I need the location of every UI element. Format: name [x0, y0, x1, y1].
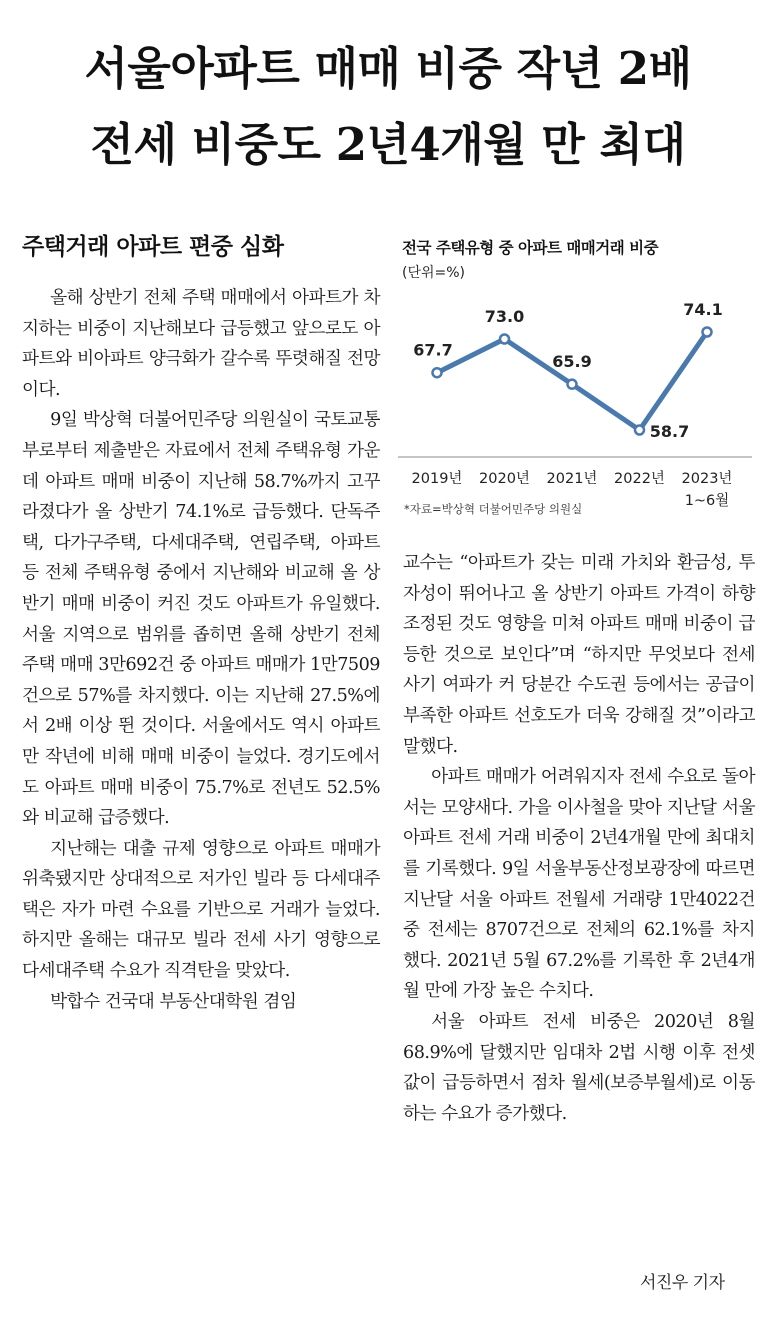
paragraph: 올해 상반기 전체 주택 매매에서 아파트가 차지하는 비중이 지난해보다 급등했고 앞으로도 아파트와 비아파트 양극화가 갈수록 뚜렷해질 전망이다. [22, 288, 380, 400]
article-body-right [403, 548, 755, 1129]
data-point [433, 368, 442, 377]
data-label: 74.1 [683, 300, 723, 319]
data-label: 58.7 [649, 422, 690, 441]
paragraph: 박합수 건국대 부동산대학원 겸임 [50, 991, 297, 1012]
x-tick-label: 2022년 [614, 471, 665, 487]
chart-unit: (단위=%) [402, 265, 466, 281]
headline-line-1: 서울아파트 매매 비중 작년 2배 [84, 42, 692, 95]
x-tick-label: 2021년 [546, 471, 598, 487]
data-label: 65.9 [552, 352, 592, 372]
subheadline: 주택거래 아파트 편중 심화 [22, 234, 284, 260]
data-point [500, 335, 509, 344]
line-chart [390, 285, 760, 517]
x-tick-label: 2023년 [681, 471, 733, 487]
data-label: 67.7 [413, 340, 453, 360]
paragraph-continued: 교수는 “아파트가 갖는 미래 가치와 환금성, 투자성이 뛰어나고 올 상반기 아파트 가격이 하향 조정된 것도 영향을 미쳐 아파트 매매 비중이 급등한 것으로 보인다”며 “하지만 무엇보다 전세 사기 여파가 커 당분간 수도권 등에서는 공급이 부족한 아파트 선호도가 더욱 강해질 것”이라고 말했다. [403, 553, 755, 757]
x-tick-label: 2020년 [479, 471, 530, 487]
paragraph: 아파트 매매가 어려워지자 전세 수요로 돌아서는 모양새다. 가을 이사철을 맞아 지난달 서울 아파트 전세 거래 비중이 2년4개월 만에 최대치를 기록했다. 9일 서울부동산정보광장에 따르면 지난달 서울 아파트 전월세 거래량 1만4022건 중 전세는 8707건으로 전체의 62.1%를 차지했다. 2021년 5월 67.2%를 기록한 후 2년4개월 만에 가장 높은 수치다. [403, 767, 755, 1002]
data-point [568, 380, 577, 389]
chart-title: 전국 주택유형 중 아파트 매매거래 비중 [402, 239, 659, 257]
chart-source: *자료=박상혁 더불어민주당 의원실 [404, 502, 583, 516]
paragraph: 지난해는 대출 규제 영향으로 아파트 매매가 위축됐지만 상대적으로 저가인 빌라 등 다세대주택은 자가 마련 수요를 기반으로 거래가 늘었다. 하지만 올해는 대규모 빌라 전세 사기 영향으로 다세대주택 수요가 직격탄을 맞았다. [22, 838, 380, 982]
data-label: 73.0 [484, 307, 525, 326]
headline-line-2: 전세 비중도 2년4개월 만 최대 [90, 118, 686, 171]
article-body-left [22, 283, 380, 1017]
data-point [635, 426, 644, 435]
paragraph: 9일 박상혁 더불어민주당 의원실이 국토교통부로부터 제출받은 자료에서 전체 주택유형 가운데 아파트 매매 비중이 지난해 58.7%까지 고꾸라졌다가 올 상반기 74.1%로 급등했다. 단독주택, 다가구주택, 다세대주택, 연립주택, 아파트 등 전체 주택유형 중에서 지난해와 비교해 올 상반기 매매 비중이 커진 것도 아파트가 유일했다. 서울 지역으로 범위를 좁히면 올해 상반기 전체 주택 매매 3만692건 중 아파트 매매가 1만7509건으로 57%를 차지했다. 이는 지난해 27.5%에서 2배 이상 뛴 것이다. 서울에서도 역시 아파트만 작년에 비해 매매 비중이 늘었다. 경기도에서도 아파트 매매 비중이 75.7%로 전년도 52.5%와 비교해 급증했다. [22, 410, 380, 829]
paragraph: 서울 아파트 전세 비중은 2020년 8월 68.9%에 달했지만 임대차 2법 시행 이후 전셋값이 급등하면서 점차 월세(보증부월세)로 이동하는 수요가 증가했다. [403, 1011, 755, 1124]
x-tick-label: 1~6월 [684, 493, 730, 509]
byline: 서진우 기자 [640, 1273, 725, 1293]
data-point [703, 328, 712, 337]
x-tick-label: 2019년 [411, 471, 463, 487]
